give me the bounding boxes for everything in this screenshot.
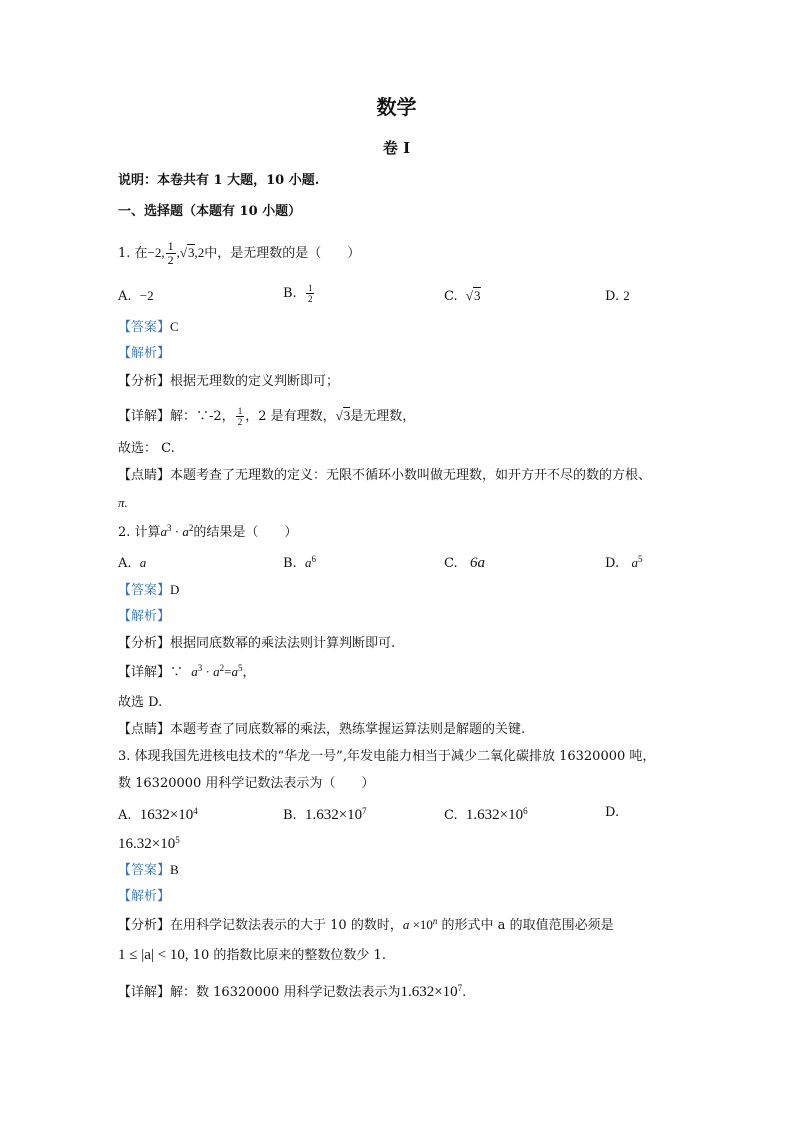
q1-choose: 故选： C. (118, 441, 175, 456)
q2-xiangjie-label: 【详解】 (118, 665, 171, 680)
q1-xiangjie-c: 是无理数， (350, 409, 416, 424)
q2-xiangjie-base-1: a (191, 664, 198, 679)
q2-fenxi (118, 635, 395, 653)
q2-option-b-exp: 6 (311, 554, 316, 564)
page-subtitle: 卷 I (382, 139, 411, 157)
q1-option-c-sqrt-val: 3 (474, 288, 481, 303)
q1-sqrt-val: 3 (188, 245, 195, 260)
q1-dianjing-pi: π. (118, 495, 128, 510)
q1-option-d-label: D. (605, 289, 620, 304)
q1-answer-label: 【答案】 (118, 320, 171, 335)
q1-fenxi (118, 373, 339, 391)
q2-dianjing (118, 721, 525, 739)
question-2 (118, 523, 297, 542)
q1-dianjing-label: 【点睛】 (118, 468, 171, 483)
q2-option-c (444, 554, 485, 573)
q2-xiangjie (118, 663, 256, 682)
q1-option-b-label: B. (283, 286, 297, 301)
question-3-line-1: 3. 体现我国先进核电技术的“华龙一号”,年发电能力相当于减少二氧化碳排放 16320000 吨， (118, 749, 656, 764)
q3-fenxi-times: ×10 (409, 917, 433, 932)
q3-xiangjie-end: . (462, 985, 467, 1000)
q3-answer-value: B (170, 862, 179, 877)
q2-exp-2: 2 (188, 523, 194, 533)
q1-xiangjie-frac (236, 406, 245, 427)
question-3-line-2: 数 16320000 用科学记数法表示为（ ） (118, 776, 375, 791)
q1-comma: , (176, 245, 180, 260)
q1-sqrt: √3 (179, 245, 195, 260)
q3-fenxi (118, 916, 614, 935)
q1-option-d-value: 2 (623, 288, 630, 303)
q2-option-b (283, 554, 316, 573)
q3-option-c-mant: 1.632×10 (465, 807, 524, 823)
q2-base-1: a (160, 524, 168, 539)
q2-xiangjie-base-2: a (213, 664, 220, 679)
q3-fenxi-a: 在用科学记数法表示的大于 10 的数时， (170, 918, 403, 933)
q2-prefix: 2. 计算 (118, 525, 161, 540)
q1-option-a-value: −2 (139, 288, 154, 303)
q1-option-b-den: 2 (307, 294, 313, 304)
q1-suffix: 中，是无理数的是（ ） (204, 246, 361, 261)
q1-option-b (283, 283, 315, 304)
q2-option-a-value: a (139, 555, 147, 570)
q2-xiangjie-exp-2: 2 (219, 663, 225, 673)
exam-note: 说明：本卷共有 1 大题，10 小题. (118, 173, 320, 188)
q3-xiangjie-val: 1.632×10 (400, 984, 458, 1000)
q2-answer-label: 【答案】 (118, 583, 171, 598)
page-title: 数学 (376, 95, 417, 119)
q3-option-b (283, 806, 367, 825)
section-heading: 一、选择题（本题有 10 小题） (118, 204, 302, 219)
q3-option-c-label: C. (444, 808, 458, 823)
q2-fenxi-label: 【分析】 (118, 636, 171, 651)
q3-option-a-label: A. (118, 808, 132, 823)
q3-analysis-label: 【解析】 (118, 889, 171, 904)
q3-fenxi-form: a (402, 917, 410, 932)
q3-xiangjie-exp: 7 (457, 983, 463, 993)
q3-option-d-label: D. (605, 805, 620, 820)
q2-analysis-label: 【解析】 (118, 609, 171, 624)
q3-option-c (444, 806, 528, 825)
q1-xiangjie-sqrt: √3 (335, 408, 351, 423)
q1-option-c (444, 287, 481, 306)
q1-option-c-label: C. (444, 289, 458, 304)
q1-option-a-label: A. (118, 289, 132, 304)
q2-option-d-label: D. (605, 556, 620, 571)
q2-choose: 故选 D. (118, 695, 163, 710)
q3-option-b-exp: 7 (362, 806, 367, 816)
q1-fenxi-label: 【分析】 (118, 374, 171, 389)
q1-xiangjie (118, 406, 415, 427)
q2-fenxi-text: 根据同底数幂的乘法法则计算判断即可. (170, 636, 396, 651)
q1-xiangjie-den: 2 (237, 417, 243, 427)
q1-option-c-sqrt: √3 (465, 288, 481, 303)
q1-xiangjie-a: 解：∵-2， (170, 409, 235, 424)
q3-option-a-exp: 4 (193, 806, 198, 816)
q1-xiangjie-label: 【详解】 (118, 409, 171, 424)
q1-fraction (166, 240, 176, 267)
q1-xiangjie-sqrt-val: 3 (343, 408, 351, 423)
q1-analysis-label: 【解析】 (118, 346, 171, 361)
q2-xiangjie-because: ∵ (170, 665, 184, 680)
q3-fenxi-n: n (432, 916, 438, 926)
q3-answer (118, 861, 179, 880)
q1-dianjing-text: 本题考查了无理数的定义：无限不循环小数叫做无理数，如开方开不尽的数的方根、 (170, 468, 652, 483)
q1-num: −2, (147, 245, 165, 260)
q2-dianjing-text: 本题考查了同底数幂的乘法，熟练掌握运算法则是解题的关键. (170, 722, 526, 737)
q3-fenxi-b: 的形式中 a 的取值范围必须是 (437, 918, 614, 933)
q1-option-d (605, 287, 630, 306)
q3-xiangjie-label: 【详解】 (118, 985, 171, 1000)
q2-exp-1: 3 (167, 523, 172, 533)
q2-dianjing-label: 【点睛】 (118, 722, 171, 737)
q2-xiangjie-end: ， (242, 665, 256, 680)
q3-option-b-label: B. (283, 808, 297, 823)
q1-answer-value: C (170, 319, 179, 334)
q2-option-d-base: a (631, 555, 638, 570)
q2-option-b-base: a (304, 555, 312, 570)
q1-option-b-num: 1 (307, 283, 313, 293)
q2-option-c-value: 6a (470, 555, 486, 571)
q2-answer-value: D (170, 582, 180, 597)
q2-base-2: a (182, 524, 189, 539)
q2-xiangjie-exp-3: 5 (237, 663, 243, 673)
q1-option-b-frac (306, 283, 315, 304)
q1-tail-nums: ,2 (194, 245, 205, 260)
q3-option-d-mant: 16.32×10 (118, 836, 176, 852)
q3-fenxi-math: 1 ≤ |a| < 10, (118, 947, 189, 963)
q3-fenxi-label: 【分析】 (118, 918, 171, 933)
q3-xiangjie-text: 解：数 16320000 用科学记数法表示为 (170, 985, 401, 1000)
q2-option-a-label: A. (118, 556, 132, 571)
q1-dianjing (118, 467, 651, 485)
q2-xiangjie-base-3: a (231, 664, 238, 679)
q2-option-d-exp: 5 (638, 554, 643, 564)
q3-option-d (118, 835, 180, 854)
q2-xiangjie-exp-1: 3 (197, 663, 203, 673)
q1-xiangjie-b: ，2 是有理数， (245, 409, 336, 424)
q3-fenxi-line2-text: 10 的指数比原来的整数位数少 1. (188, 948, 386, 963)
q1-answer (118, 318, 179, 337)
q3-fenxi-line-2 (118, 946, 386, 965)
q1-fenxi-text: 根据无理数的定义判断即可； (170, 374, 340, 389)
q2-xiangjie-dot: · (202, 664, 214, 679)
q3-option-c-exp: 6 (523, 806, 528, 816)
q3-answer-label: 【答案】 (118, 863, 171, 878)
question-1 (118, 240, 360, 267)
q2-option-d (605, 554, 643, 573)
q3-option-b-mant: 1.632×10 (304, 807, 363, 823)
q2-xiangjie-eq: = (224, 664, 232, 679)
q1-xiangjie-num: 1 (237, 406, 243, 416)
q1-frac-den: 2 (167, 253, 174, 267)
q3-option-a-mant: 1632×10 (139, 807, 194, 823)
q2-dot: · (171, 524, 183, 539)
q1-option-a (118, 287, 154, 306)
q1-frac-num: 1 (167, 239, 174, 253)
q2-answer (118, 581, 179, 600)
q1-prefix: 1. 在 (118, 246, 148, 261)
q2-suffix: 的结果是（ ） (193, 525, 298, 540)
q3-xiangjie (118, 983, 466, 1002)
q2-option-c-label: C. (444, 556, 458, 571)
q2-option-b-label: B. (283, 556, 297, 571)
q2-option-a (118, 554, 146, 573)
q3-option-d-exp: 5 (175, 835, 180, 845)
q3-option-a (118, 806, 198, 825)
